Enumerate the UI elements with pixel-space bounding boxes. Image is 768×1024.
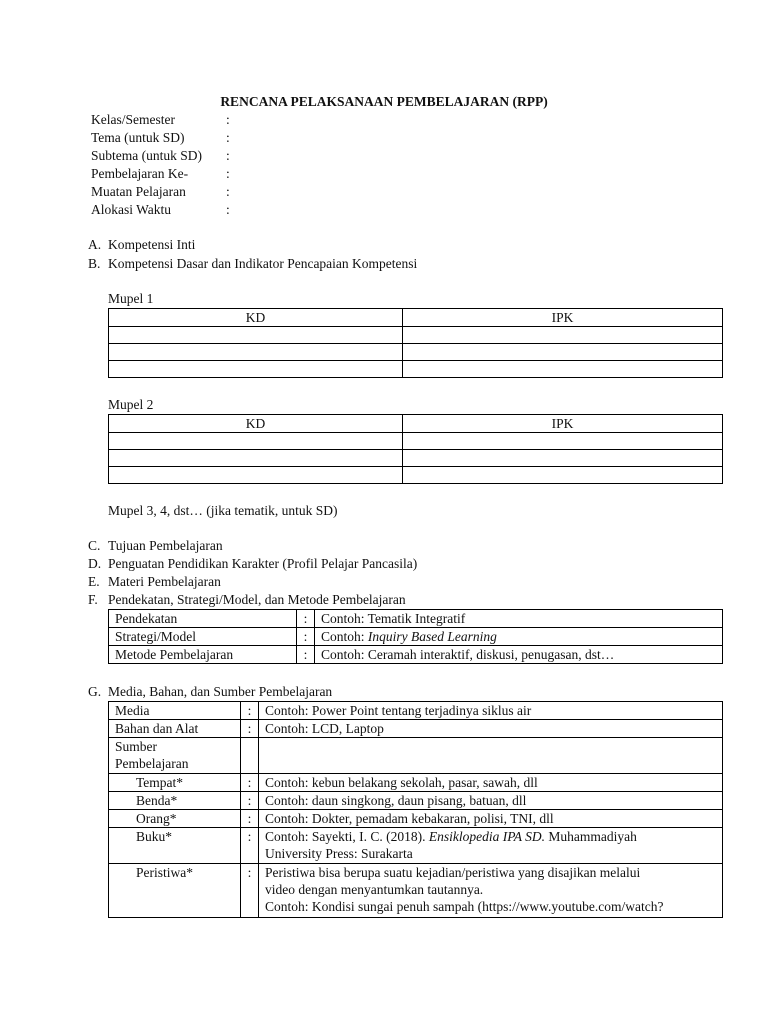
approach-value: Ceramah interaktif, diskusi, penugasan, dst… xyxy=(367,647,615,662)
section-heading-e xyxy=(88,573,221,591)
identity-label: Tema (untuk SD) xyxy=(91,130,185,145)
table-row xyxy=(109,828,723,864)
buku-title: Ensiklopedia IPA SD. xyxy=(428,829,545,844)
table-row xyxy=(109,774,723,792)
media-label: Benda* xyxy=(109,792,241,810)
approach-value: Inquiry Based Learning xyxy=(367,629,497,644)
identity-colon: : xyxy=(226,166,230,181)
media-value: Contoh: Power Point tentang terjadinya siklus air xyxy=(259,702,723,720)
example-prefix: Contoh: xyxy=(321,611,368,626)
table-cell xyxy=(109,361,403,378)
media-colon: : xyxy=(241,810,259,828)
example-prefix: Contoh: xyxy=(321,647,368,662)
table-row xyxy=(109,792,723,810)
section-letter: D. xyxy=(88,556,102,571)
table-cell xyxy=(109,450,403,467)
table-cell xyxy=(403,433,723,450)
table-cell xyxy=(109,344,403,361)
section-letter: A. xyxy=(88,237,102,252)
media-label: Orang* xyxy=(109,810,241,828)
media-value: Contoh: Dokter, pemadam kebakaran, polisi, TNI, dll xyxy=(259,810,723,828)
approach-label: Pendekatan xyxy=(109,610,297,628)
media-value-buku xyxy=(259,828,723,864)
section-letter: B. xyxy=(88,256,101,271)
table-header-ipk: IPK xyxy=(403,309,723,327)
section-text: Tujuan Pembelajaran xyxy=(108,538,223,553)
sumber-line-1: Sumber xyxy=(115,739,157,754)
buku-prefix: Contoh: Sayekti, I. C. (2018). xyxy=(265,829,429,844)
approach-value-cell xyxy=(315,610,723,628)
section-text: Materi Pembelajaran xyxy=(108,574,221,589)
table-cell xyxy=(109,433,403,450)
approach-label: Strategi/Model xyxy=(109,628,297,646)
media-label-sumber xyxy=(109,738,241,774)
media-colon xyxy=(241,738,259,774)
table-cell xyxy=(403,327,723,344)
mupel-1-table xyxy=(108,308,723,378)
section-heading-g xyxy=(88,683,332,701)
table-row xyxy=(109,628,723,646)
identity-colon: : xyxy=(226,148,230,163)
identity-colon: : xyxy=(226,202,230,217)
approach-colon: : xyxy=(297,628,315,646)
approach-value-cell xyxy=(315,628,723,646)
table-cell xyxy=(403,361,723,378)
media-colon: : xyxy=(241,720,259,738)
section-text: Kompetensi Inti xyxy=(108,237,196,252)
approach-colon: : xyxy=(297,610,315,628)
section-text: Penguatan Pendidikan Karakter (Profil Pelajar Pancasila) xyxy=(108,556,418,571)
media-colon: : xyxy=(241,864,259,918)
media-label: Peristiwa* xyxy=(109,864,241,918)
example-prefix: Contoh: xyxy=(321,629,368,644)
identity-label: Pembelajaran Ke- xyxy=(91,166,189,181)
section-heading-c xyxy=(88,537,223,555)
table-row xyxy=(109,720,723,738)
media-value: Contoh: kebun belakang sekolah, pasar, sawah, dll xyxy=(259,774,723,792)
table-header-kd: KD xyxy=(109,415,403,433)
section-letter: E. xyxy=(88,574,100,589)
media-value xyxy=(259,738,723,774)
table-cell xyxy=(109,327,403,344)
section-text: Media, Bahan, dan Sumber Pembelajaran xyxy=(108,684,333,699)
section-heading-b xyxy=(88,255,417,273)
approach-value: Tematik Integratif xyxy=(367,611,466,626)
table-row xyxy=(109,610,723,628)
table-cell xyxy=(403,344,723,361)
peristiwa-line-1: Peristiwa bisa berupa suatu kejadian/peristiwa yang disajikan melalui xyxy=(265,865,641,880)
table-cell xyxy=(403,450,723,467)
table-row xyxy=(109,864,723,918)
table-row xyxy=(109,810,723,828)
mupel-2-label: Mupel 2 xyxy=(108,397,154,412)
identity-label: Kelas/Semester xyxy=(91,112,175,127)
approach-value-cell xyxy=(315,646,723,664)
sumber-line-2: Pembelajaran xyxy=(115,756,189,771)
table-row xyxy=(109,702,723,720)
approach-table xyxy=(108,609,723,664)
media-colon: : xyxy=(241,774,259,792)
media-label: Buku* xyxy=(109,828,241,864)
section-letter: G. xyxy=(88,684,102,699)
media-label: Media xyxy=(109,702,241,720)
buku-line-2: University Press: Surakarta xyxy=(265,846,413,861)
mupel-note: Mupel 3, 4, dst… (jika tematik, untuk SD) xyxy=(108,503,338,518)
document-title: RENCANA PELAKSANAAN PEMBELAJARAN (RPP) xyxy=(220,94,548,109)
identity-label: Muatan Pelajaran xyxy=(91,184,186,199)
identity-label: Alokasi Waktu xyxy=(91,202,172,217)
identity-label: Subtema (untuk SD) xyxy=(91,148,202,163)
identity-colon: : xyxy=(226,184,230,199)
approach-label: Metode Pembelajaran xyxy=(109,646,297,664)
table-row xyxy=(109,646,723,664)
table-header-kd: KD xyxy=(109,309,403,327)
peristiwa-line-2: video dengan menyantumkan tautannya. xyxy=(265,882,484,897)
approach-colon: : xyxy=(297,646,315,664)
media-value: Contoh: LCD, Laptop xyxy=(259,720,723,738)
table-cell xyxy=(403,467,723,484)
media-value: Contoh: daun singkong, daun pisang, batuan, dll xyxy=(259,792,723,810)
section-heading-f xyxy=(88,591,406,609)
mupel-1-label: Mupel 1 xyxy=(108,291,154,306)
section-text: Kompetensi Dasar dan Indikator Pencapaian Kompetensi xyxy=(108,256,418,271)
table-row xyxy=(109,738,723,774)
media-colon: : xyxy=(241,702,259,720)
mupel-2-table xyxy=(108,414,723,484)
media-label: Tempat* xyxy=(109,774,241,792)
identity-colon: : xyxy=(226,130,230,145)
media-colon: : xyxy=(241,792,259,810)
section-heading-a xyxy=(88,236,195,254)
section-letter: C. xyxy=(88,538,101,553)
buku-suffix: Muhammadiyah xyxy=(545,829,637,844)
section-text: Pendekatan, Strategi/Model, dan Metode Pembelajaran xyxy=(108,592,406,607)
media-table xyxy=(108,701,723,918)
peristiwa-line-3: Contoh: Kondisi sungai penuh sampah (https://www.youtube.com/watch? xyxy=(265,899,664,914)
buku-line-1 xyxy=(265,828,716,845)
media-label: Bahan dan Alat xyxy=(109,720,241,738)
table-header-ipk: IPK xyxy=(403,415,723,433)
media-value-peristiwa xyxy=(259,864,723,918)
section-letter: F. xyxy=(88,592,98,607)
section-heading-d xyxy=(88,555,417,573)
media-colon: : xyxy=(241,828,259,864)
table-cell xyxy=(109,467,403,484)
identity-colon: : xyxy=(226,112,230,127)
